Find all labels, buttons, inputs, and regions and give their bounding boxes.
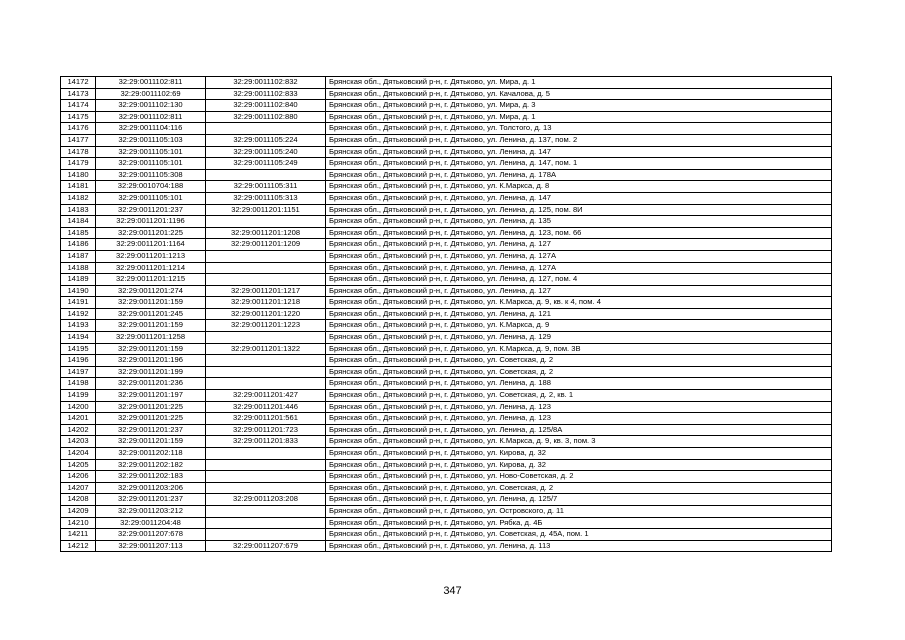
table-row — [61, 413, 832, 425]
parent-cadastral-number-cell: 32:29:0011201:1258 — [96, 332, 206, 344]
parent-cadastral-number-cell: 32:29:0011201:196 — [96, 355, 206, 367]
cadastral-number-cell — [206, 250, 326, 262]
parent-cadastral-number-cell: 32:29:0011102:130 — [96, 100, 206, 112]
table-row — [61, 274, 832, 286]
row-number-cell: 14194 — [61, 332, 96, 344]
table-row — [61, 216, 832, 228]
cadastral-number-cell: 32:29:0011201:1322 — [206, 343, 326, 355]
address-cell: Брянская обл., Дятьковский р-н, г. Дятьково, ул. К.Маркса, д. 8 — [326, 181, 832, 193]
parent-cadastral-number-cell: 32:29:0011201:225 — [96, 413, 206, 425]
table-row — [61, 355, 832, 367]
parent-cadastral-number-cell: 32:29:0011201:1214 — [96, 262, 206, 274]
parent-cadastral-number-cell: 32:29:0011201:274 — [96, 285, 206, 297]
parent-cadastral-number-cell: 32:29:0011201:237 — [96, 424, 206, 436]
property-registry-table — [60, 76, 832, 552]
parent-cadastral-number-cell: 32:29:0011105:103 — [96, 134, 206, 146]
cadastral-number-cell — [206, 471, 326, 483]
parent-cadastral-number-cell: 32:29:0011201:245 — [96, 308, 206, 320]
cadastral-number-cell — [206, 517, 326, 529]
row-number-cell: 14181 — [61, 181, 96, 193]
table-row — [61, 227, 832, 239]
row-number-cell: 14198 — [61, 378, 96, 390]
address-cell: Брянская обл., Дятьковский р-н, г. Дятьково, ул. Советская, д. 2 — [326, 366, 832, 378]
cadastral-number-cell: 32:29:0011105:311 — [206, 181, 326, 193]
table-row — [61, 250, 832, 262]
parent-cadastral-number-cell: 32:29:0011201:1164 — [96, 239, 206, 251]
cadastral-number-cell — [206, 448, 326, 460]
row-number-cell: 14193 — [61, 320, 96, 332]
address-cell: Брянская обл., Дятьковский р-н, г. Дятьково, ул. Кирова, д. 32 — [326, 459, 832, 471]
cadastral-number-cell — [206, 169, 326, 181]
table-row — [61, 436, 832, 448]
table-row — [61, 378, 832, 390]
parent-cadastral-number-cell: 32:29:0011201:159 — [96, 297, 206, 309]
table-row — [61, 100, 832, 112]
table-row — [61, 204, 832, 216]
cadastral-number-cell — [206, 355, 326, 367]
row-number-cell: 14180 — [61, 169, 96, 181]
cadastral-number-cell: 32:29:0011201:1208 — [206, 227, 326, 239]
table-row — [61, 517, 832, 529]
cadastral-number-cell: 32:29:0011201:833 — [206, 436, 326, 448]
cadastral-number-cell: 32:29:0011102:832 — [206, 77, 326, 89]
address-cell: Брянская обл., Дятьковский р-н, г. Дятьково, ул. Мира, д. 1 — [326, 111, 832, 123]
table-row — [61, 146, 832, 158]
parent-cadastral-number-cell: 32:29:0011207:113 — [96, 540, 206, 552]
parent-cadastral-number-cell: 32:29:0011201:1196 — [96, 216, 206, 228]
parent-cadastral-number-cell: 32:29:0011201:225 — [96, 227, 206, 239]
table-row — [61, 192, 832, 204]
row-number-cell: 14179 — [61, 158, 96, 170]
cadastral-number-cell — [206, 529, 326, 541]
cadastral-number-cell: 32:29:0011201:427 — [206, 390, 326, 402]
cadastral-number-cell — [206, 505, 326, 517]
table-row — [61, 320, 832, 332]
row-number-cell: 14209 — [61, 505, 96, 517]
table-row — [61, 505, 832, 517]
cadastral-number-cell: 32:29:0011105:224 — [206, 134, 326, 146]
address-cell: Брянская обл., Дятьковский р-н, г. Дятьково, ул. Толстого, д. 13 — [326, 123, 832, 135]
address-cell: Брянская обл., Дятьковский р-н, г. Дятьково, ул. Ленина, д. 123 — [326, 401, 832, 413]
table-row — [61, 77, 832, 89]
row-number-cell: 14190 — [61, 285, 96, 297]
row-number-cell: 14188 — [61, 262, 96, 274]
address-cell: Брянская обл., Дятьковский р-н, г. Дятьково, ул. Ленина, д. 147 — [326, 192, 832, 204]
row-number-cell: 14189 — [61, 274, 96, 286]
cadastral-number-cell: 32:29:0011201:1223 — [206, 320, 326, 332]
parent-cadastral-number-cell: 32:29:0011203:212 — [96, 505, 206, 517]
address-cell: Брянская обл., Дятьковский р-н, г. Дятьково, ул. Ленина, д. 147 — [326, 146, 832, 158]
row-number-cell: 14200 — [61, 401, 96, 413]
address-cell: Брянская обл., Дятьковский р-н, г. Дятьково, ул. Ленина, д. 127А — [326, 262, 832, 274]
table-row — [61, 111, 832, 123]
table-row — [61, 390, 832, 402]
table-row — [61, 88, 832, 100]
parent-cadastral-number-cell: 32:29:0011105:101 — [96, 146, 206, 158]
parent-cadastral-number-cell: 32:29:0011201:197 — [96, 390, 206, 402]
cadastral-number-cell — [206, 216, 326, 228]
row-number-cell: 14207 — [61, 482, 96, 494]
parent-cadastral-number-cell: 32:29:0011105:101 — [96, 192, 206, 204]
address-cell: Брянская обл., Дятьковский р-н, г. Дятьково, ул. Островского, д. 11 — [326, 505, 832, 517]
row-number-cell: 14187 — [61, 250, 96, 262]
cadastral-number-cell — [206, 366, 326, 378]
address-cell: Брянская обл., Дятьковский р-н, г. Дятьково, ул. К.Маркса, д. 9, кв. к 4, пом. 4 — [326, 297, 832, 309]
cadastral-number-cell: 32:29:0011201:1217 — [206, 285, 326, 297]
row-number-cell: 14195 — [61, 343, 96, 355]
address-cell: Брянская обл., Дятьковский р-н, г. Дятьково, ул. Ленина, д. 127, пом. 4 — [326, 274, 832, 286]
address-cell: Брянская обл., Дятьковский р-н, г. Дятьково, ул. К.Маркса, д. 9, кв. 3, пом. 3 — [326, 436, 832, 448]
table-body — [61, 77, 832, 552]
parent-cadastral-number-cell: 32:29:0011201:236 — [96, 378, 206, 390]
parent-cadastral-number-cell: 32:29:0011201:159 — [96, 320, 206, 332]
row-number-cell: 14192 — [61, 308, 96, 320]
cadastral-number-cell — [206, 459, 326, 471]
table-row — [61, 482, 832, 494]
row-number-cell: 14204 — [61, 448, 96, 460]
table-row — [61, 471, 832, 483]
cadastral-number-cell: 32:29:0011207:679 — [206, 540, 326, 552]
row-number-cell: 14184 — [61, 216, 96, 228]
row-number-cell: 14208 — [61, 494, 96, 506]
cadastral-number-cell — [206, 378, 326, 390]
cadastral-number-cell: 32:29:0011102:840 — [206, 100, 326, 112]
parent-cadastral-number-cell: 32:29:0011201:1213 — [96, 250, 206, 262]
address-cell: Брянская обл., Дятьковский р-н, г. Дятьково, ул. Рябка, д. 4Б — [326, 517, 832, 529]
address-cell: Брянская обл., Дятьковский р-н, г. Дятьково, ул. Ленина, д. 127А — [326, 250, 832, 262]
address-cell: Брянская обл., Дятьковский р-н, г. Дятьково, ул. Ленина, д. 135 — [326, 216, 832, 228]
row-number-cell: 14178 — [61, 146, 96, 158]
cadastral-number-cell: 32:29:0011201:1218 — [206, 297, 326, 309]
table-row — [61, 448, 832, 460]
cadastral-number-cell — [206, 274, 326, 286]
address-cell: Брянская обл., Дятьковский р-н, г. Дятьково, ул. К.Маркса, д. 9 — [326, 320, 832, 332]
table-row — [61, 158, 832, 170]
row-number-cell: 14196 — [61, 355, 96, 367]
cadastral-number-cell — [206, 332, 326, 344]
row-number-cell: 14206 — [61, 471, 96, 483]
cadastral-number-cell: 32:29:0011201:723 — [206, 424, 326, 436]
row-number-cell: 14185 — [61, 227, 96, 239]
address-cell: Брянская обл., Дятьковский р-н, г. Дятьково, ул. Ленина, д. 125, пом. 8И — [326, 204, 832, 216]
parent-cadastral-number-cell: 32:29:0011202:182 — [96, 459, 206, 471]
address-cell: Брянская обл., Дятьковский р-н, г. Дятьково, ул. Ленина, д. 123, пом. 66 — [326, 227, 832, 239]
table-row — [61, 169, 832, 181]
row-number-cell: 14197 — [61, 366, 96, 378]
address-cell: Брянская обл., Дятьковский р-н, г. Дятьково, ул. Ленина, д. 137, пом. 2 — [326, 134, 832, 146]
row-number-cell: 14183 — [61, 204, 96, 216]
parent-cadastral-number-cell: 32:29:0011102:811 — [96, 77, 206, 89]
address-cell: Брянская обл., Дятьковский р-н, г. Дятьково, ул. Советская, д. 45А, пом. 1 — [326, 529, 832, 541]
table-row — [61, 366, 832, 378]
row-number-cell: 14202 — [61, 424, 96, 436]
address-cell: Брянская обл., Дятьковский р-н, г. Дятьково, ул. Ленина, д. 178А — [326, 169, 832, 181]
parent-cadastral-number-cell: 32:29:0011204:48 — [96, 517, 206, 529]
table-row — [61, 424, 832, 436]
table-row — [61, 494, 832, 506]
parent-cadastral-number-cell: 32:29:0011102:69 — [96, 88, 206, 100]
table-row — [61, 343, 832, 355]
address-cell: Брянская обл., Дятьковский р-н, г. Дятьково, ул. Ленина, д. 123 — [326, 413, 832, 425]
cadastral-number-cell: 32:29:0011203:208 — [206, 494, 326, 506]
address-cell: Брянская обл., Дятьковский р-н, г. Дятьково, ул. Советская, д. 2 — [326, 355, 832, 367]
row-number-cell: 14211 — [61, 529, 96, 541]
row-number-cell: 14182 — [61, 192, 96, 204]
table-row — [61, 134, 832, 146]
address-cell: Брянская обл., Дятьковский р-н, г. Дятьково, ул. Мира, д. 3 — [326, 100, 832, 112]
address-cell: Брянская обл., Дятьковский р-н, г. Дятьково, ул. Мира, д. 1 — [326, 77, 832, 89]
address-cell: Брянская обл., Дятьковский р-н, г. Дятьково, ул. Советская, д. 2 — [326, 482, 832, 494]
parent-cadastral-number-cell: 32:29:0011201:199 — [96, 366, 206, 378]
table-row — [61, 401, 832, 413]
address-cell: Брянская обл., Дятьковский р-н, г. Дятьково, ул. Ленина, д. 125/7 — [326, 494, 832, 506]
cadastral-number-cell: 32:29:0011105:313 — [206, 192, 326, 204]
row-number-cell: 14199 — [61, 390, 96, 402]
row-number-cell: 14172 — [61, 77, 96, 89]
row-number-cell: 14205 — [61, 459, 96, 471]
page-number: 347 — [443, 585, 462, 597]
table-row — [61, 297, 832, 309]
parent-cadastral-number-cell: 32:29:0011201:159 — [96, 436, 206, 448]
row-number-cell: 14175 — [61, 111, 96, 123]
row-number-cell: 14191 — [61, 297, 96, 309]
cadastral-number-cell — [206, 262, 326, 274]
row-number-cell: 14177 — [61, 134, 96, 146]
table-row — [61, 459, 832, 471]
address-cell: Брянская обл., Дятьковский р-н, г. Дятьково, ул. Ново-Советская, д. 2 — [326, 471, 832, 483]
table-row — [61, 239, 832, 251]
cadastral-number-cell: 32:29:0011201:561 — [206, 413, 326, 425]
parent-cadastral-number-cell: 32:29:0011201:237 — [96, 494, 206, 506]
cadastral-number-cell: 32:29:0011201:446 — [206, 401, 326, 413]
cadastral-number-cell: 32:29:0011201:1151 — [206, 204, 326, 216]
row-number-cell: 14176 — [61, 123, 96, 135]
address-cell: Брянская обл., Дятьковский р-н, г. Дятьково, ул. Качалова, д. 5 — [326, 88, 832, 100]
parent-cadastral-number-cell: 32:29:0011105:101 — [96, 158, 206, 170]
row-number-cell: 14201 — [61, 413, 96, 425]
parent-cadastral-number-cell: 32:29:0011207:678 — [96, 529, 206, 541]
row-number-cell: 14174 — [61, 100, 96, 112]
address-cell: Брянская обл., Дятьковский р-н, г. Дятьково, ул. Ленина, д. 147, пом. 1 — [326, 158, 832, 170]
address-cell: Брянская обл., Дятьковский р-н, г. Дятьково, ул. Ленина, д. 125/8А — [326, 424, 832, 436]
table-row — [61, 529, 832, 541]
parent-cadastral-number-cell: 32:29:0011105:308 — [96, 169, 206, 181]
address-cell: Брянская обл., Дятьковский р-н, г. Дятьково, ул. Ленина, д. 129 — [326, 332, 832, 344]
table-row — [61, 285, 832, 297]
table-row — [61, 540, 832, 552]
row-number-cell: 14212 — [61, 540, 96, 552]
address-cell: Брянская обл., Дятьковский р-н, г. Дятьково, ул. Ленина, д. 121 — [326, 308, 832, 320]
parent-cadastral-number-cell: 32:29:0011104:116 — [96, 123, 206, 135]
parent-cadastral-number-cell: 32:29:0011201:159 — [96, 343, 206, 355]
cadastral-number-cell: 32:29:0011105:240 — [206, 146, 326, 158]
row-number-cell: 14203 — [61, 436, 96, 448]
cadastral-number-cell: 32:29:0011201:1209 — [206, 239, 326, 251]
parent-cadastral-number-cell: 32:29:0011201:1215 — [96, 274, 206, 286]
parent-cadastral-number-cell: 32:29:0011102:811 — [96, 111, 206, 123]
table-row — [61, 308, 832, 320]
address-cell: Брянская обл., Дятьковский р-н, г. Дятьково, ул. Ленина, д. 127 — [326, 285, 832, 297]
address-cell: Брянская обл., Дятьковский р-н, г. Дятьково, ул. Кирова, д. 32 — [326, 448, 832, 460]
cadastral-number-cell: 32:29:0011201:1220 — [206, 308, 326, 320]
cadastral-number-cell — [206, 482, 326, 494]
row-number-cell: 14173 — [61, 88, 96, 100]
parent-cadastral-number-cell: 32:29:0010704:188 — [96, 181, 206, 193]
row-number-cell: 14186 — [61, 239, 96, 251]
cadastral-number-cell: 32:29:0011102:833 — [206, 88, 326, 100]
parent-cadastral-number-cell: 32:29:0011202:183 — [96, 471, 206, 483]
cadastral-number-cell — [206, 123, 326, 135]
address-cell: Брянская обл., Дятьковский р-н, г. Дятьково, ул. К.Маркса, д. 9, пом. 3В — [326, 343, 832, 355]
address-cell: Брянская обл., Дятьковский р-н, г. Дятьково, ул. Советская, д. 2, кв. 1 — [326, 390, 832, 402]
address-cell: Брянская обл., Дятьковский р-н, г. Дятьково, ул. Ленина, д. 127 — [326, 239, 832, 251]
cadastral-number-cell: 32:29:0011102:880 — [206, 111, 326, 123]
table-row — [61, 123, 832, 135]
address-cell: Брянская обл., Дятьковский р-н, г. Дятьково, ул. Ленина, д. 113 — [326, 540, 832, 552]
address-cell: Брянская обл., Дятьковский р-н, г. Дятьково, ул. Ленина, д. 188 — [326, 378, 832, 390]
parent-cadastral-number-cell: 32:29:0011201:237 — [96, 204, 206, 216]
table-row — [61, 332, 832, 344]
row-number-cell: 14210 — [61, 517, 96, 529]
cadastral-number-cell: 32:29:0011105:249 — [206, 158, 326, 170]
parent-cadastral-number-cell: 32:29:0011202:118 — [96, 448, 206, 460]
table-row — [61, 262, 832, 274]
parent-cadastral-number-cell: 32:29:0011203:206 — [96, 482, 206, 494]
parent-cadastral-number-cell: 32:29:0011201:225 — [96, 401, 206, 413]
table-row — [61, 181, 832, 193]
